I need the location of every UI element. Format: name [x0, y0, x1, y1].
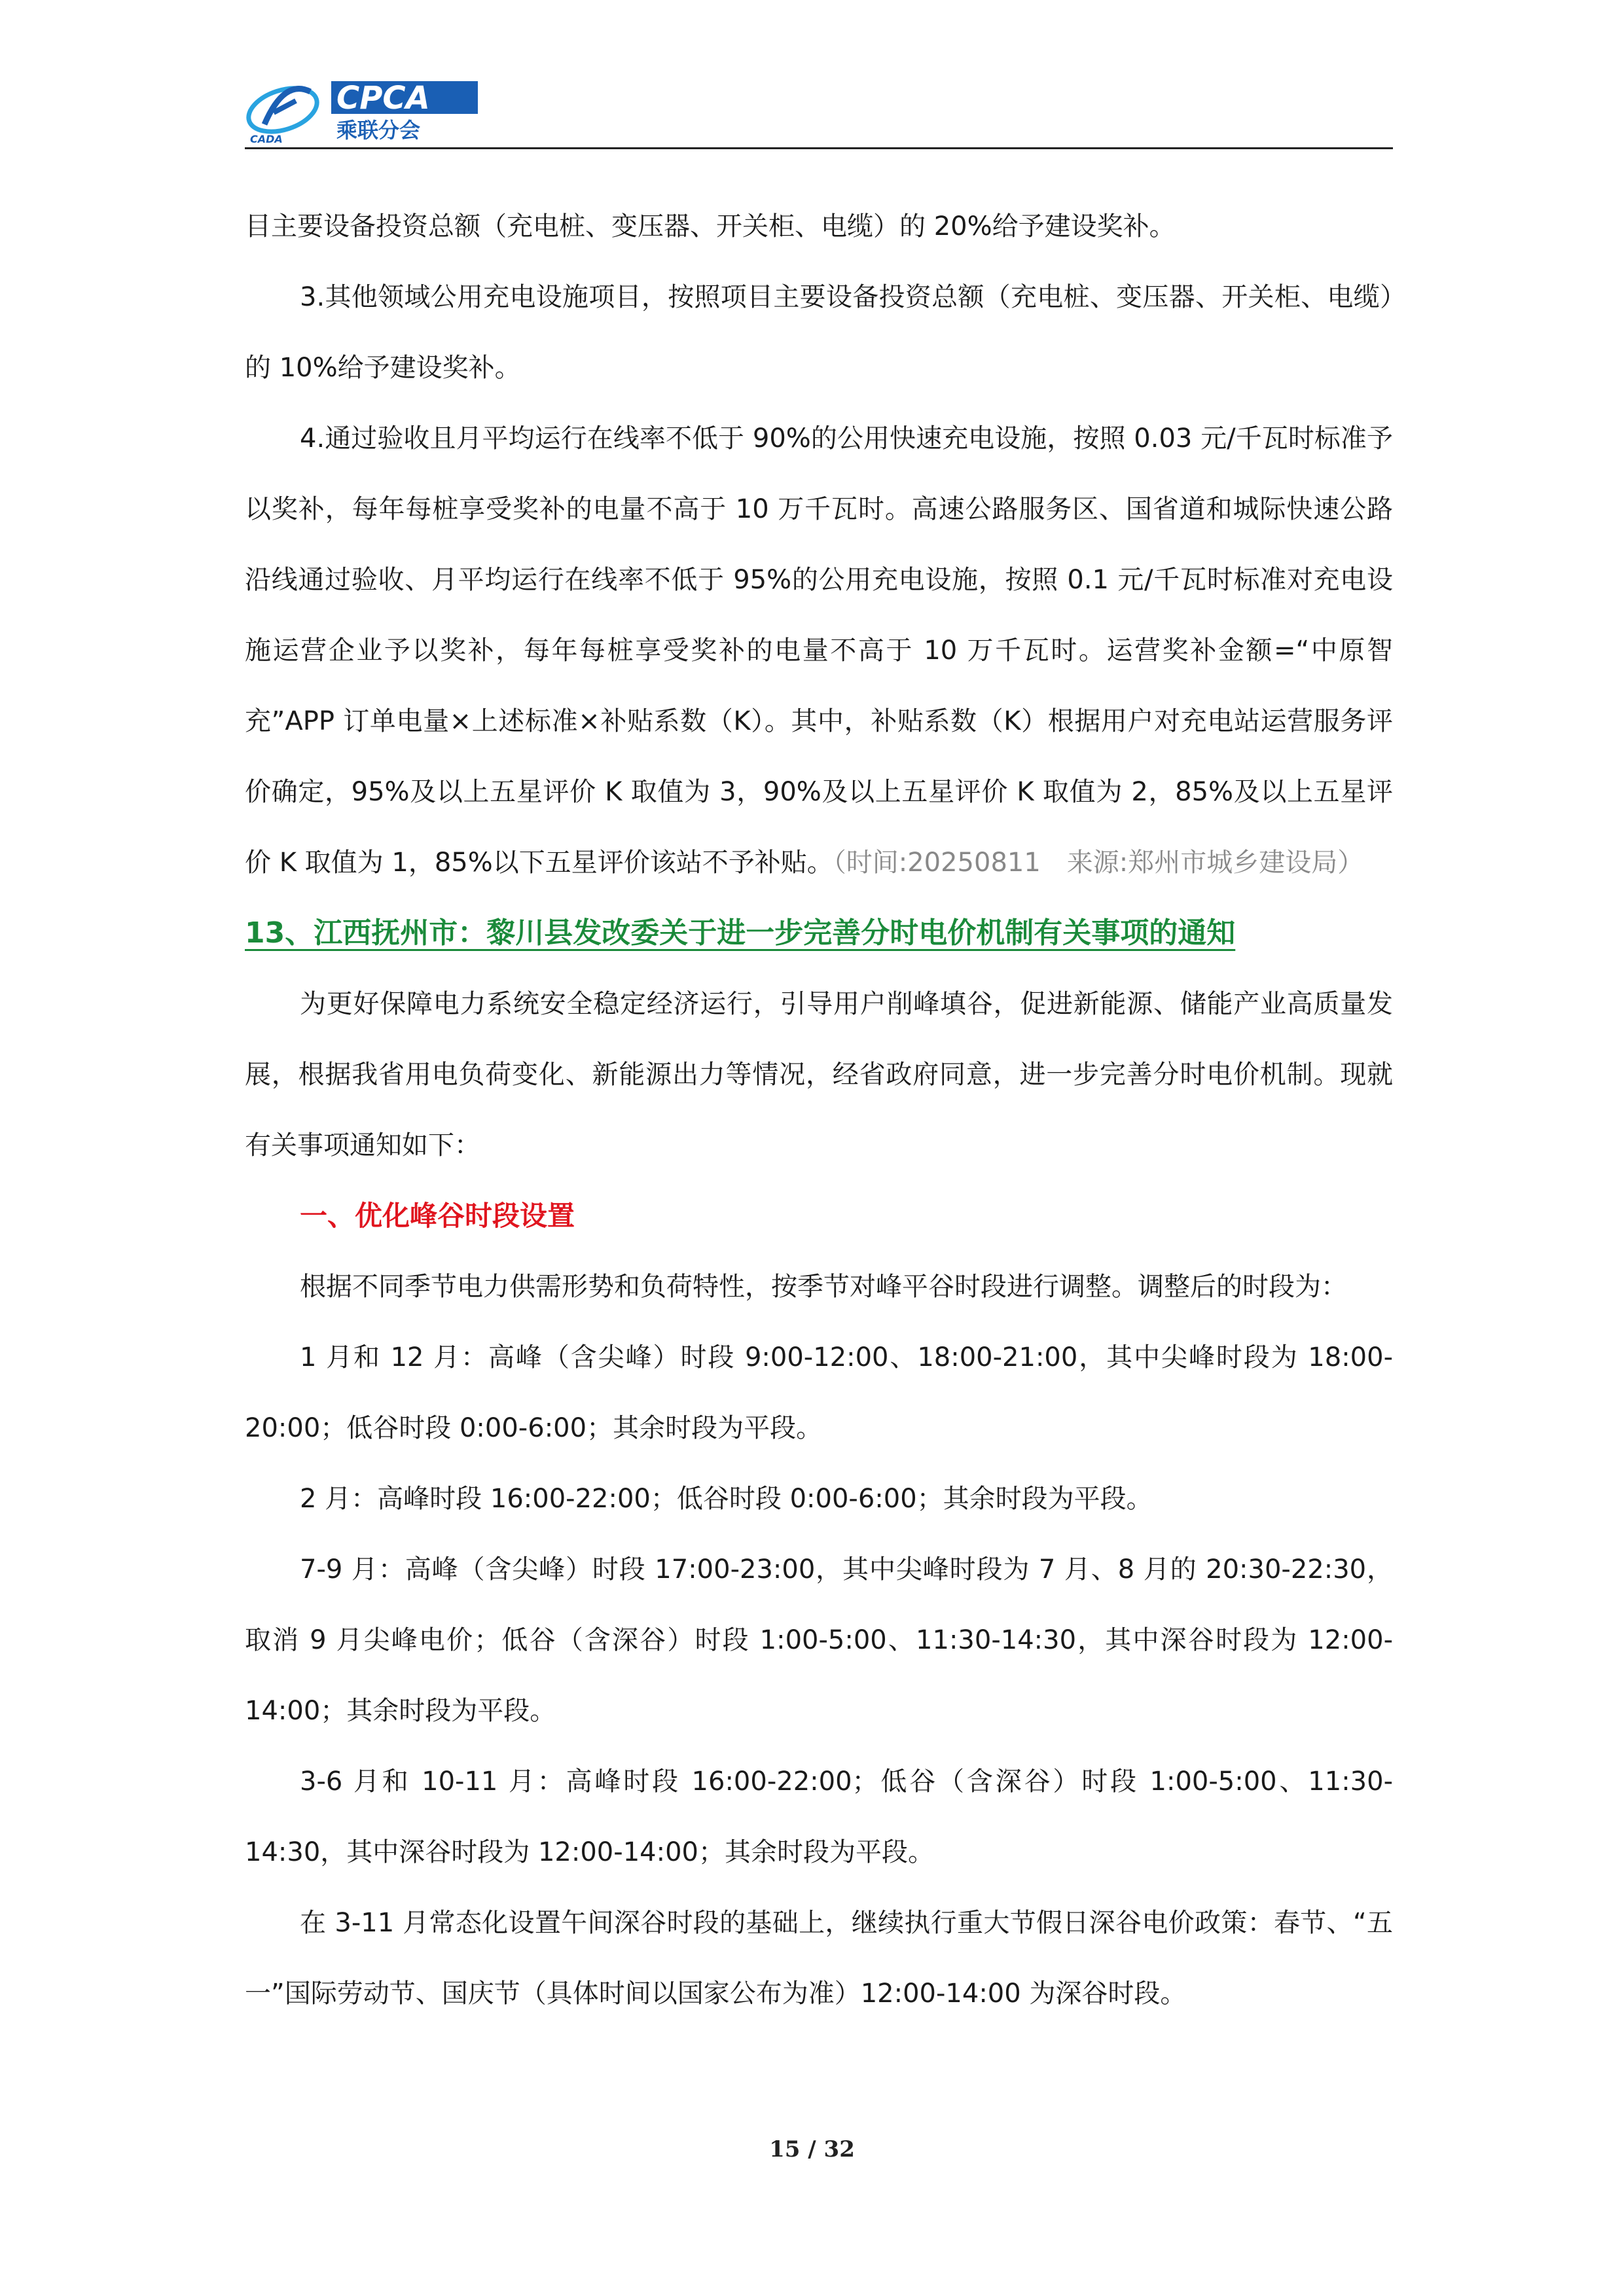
page-header	[245, 63, 1393, 149]
document-body	[245, 191, 1393, 2029]
paragraph-jul-sep: 7-9 月：高峰（含尖峰）时段 17:00-23:00，其中尖峰时段为 7 月、8 月的 20:30-22:30，取消 9 月尖峰电价；低谷（含深谷）时段 1:00-5:00、11:30-14:30，其中深谷时段为 12:00-14:00；其余时段为平段。	[245, 1554, 1393, 1726]
logo-sub-text: CADA	[250, 133, 283, 144]
page-number: 15 / 32	[769, 2136, 855, 2162]
paragraph-jan-dec: 1 月和 12 月：高峰（含尖峰）时段 9:00-12:00、18:00-21:00，其中尖峰时段为 18:00-20:00；低谷时段 0:00-6:00；其余时段为平段。	[245, 1342, 1393, 1443]
paragraph-feb: 2 月：高峰时段 16:00-22:00；低谷时段 0:00-6:00；其余时段为平段。	[300, 1484, 1153, 1514]
cpca-logo	[245, 72, 480, 144]
logo-chinese-name: 乘联分会	[336, 118, 421, 143]
header-divider	[245, 147, 1393, 149]
paragraph-intro: 为更好保障电力系统安全稳定经济运行，引导用户削峰填谷，促进新能源、储能产业高质量发展，根据我省用电负荷变化、新能源出力等情况，经省政府同意，进一步完善分时电价机制。现就有关事项通知如下：	[245, 989, 1393, 1160]
paragraph-mar-jun-oct-nov: 3-6 月和 10-11 月：高峰时段 16:00-22:00；低谷（含深谷）时段 1:00-5:00、11:30-14:30，其中深谷时段为 12:00-14:00；其余时段为平段。	[245, 1767, 1393, 1867]
paragraph-item-4	[245, 403, 1393, 898]
source-note: （时间:20250811 来源:郑州市城乡建设局）	[833, 848, 1364, 878]
logo-wordmark: CPCA	[336, 80, 430, 117]
paragraph-item-3: 3.其他领域公用充电设施项目，按照项目主要设备投资总额（充电桩、变压器、开关柜、电缆）的 10%给予建设奖补。	[245, 282, 1393, 383]
subsection-heading-1: 一、优化峰谷时段设置	[300, 1200, 575, 1232]
paragraph-continuation: 目主要设备投资总额（充电桩、变压器、开关柜、电缆）的 20%给予建设奖补。	[245, 211, 1176, 242]
paragraph-item-4-text: 4.通过验收且月平均运行在线率不低于 90%的公用快速充电设施，按照 0.03 元/千瓦时标准予以奖补，每年每桩享受奖补的电量不高于 10 万千瓦时。高速公路服务区、国省道和城际快速公路沿线通过验收、月平均运行在线率不低于 95%的公用充电设施，按照 0.1 元/千瓦时标准对充电设施运营企业予以奖补，每年每桩享受奖补的电量不高于 10 万千瓦时。运营奖补金额=“中原智充”APP 订单电量×上述标准×补贴系数（K）。其中，补贴系数（K）根据用户对充电站运营服务评价确定，95%及以上五星评价 K 取值为 3，90%及以上五星评价 K 取值为 2，85%及以上五星评价 K 取值为 1，85%以下五星评价该站不予补贴。	[245, 423, 1393, 878]
section-heading-13: 13、江西抚州市：黎川县发改委关于进一步完善分时电价机制有关事项的通知	[245, 916, 1236, 950]
paragraph-period-intro: 根据不同季节电力供需形势和负荷特性，按季节对峰平谷时段进行调整。调整后的时段为：	[300, 1272, 1347, 1302]
paragraph-holiday-policy: 在 3-11 月常态化设置午间深谷时段的基础上，继续执行重大节假日深谷电价政策：春节、“五一”国际劳动节、国庆节（具体时间以国家公布为准）12:00-14:00 为深谷时段。	[245, 1908, 1393, 2009]
